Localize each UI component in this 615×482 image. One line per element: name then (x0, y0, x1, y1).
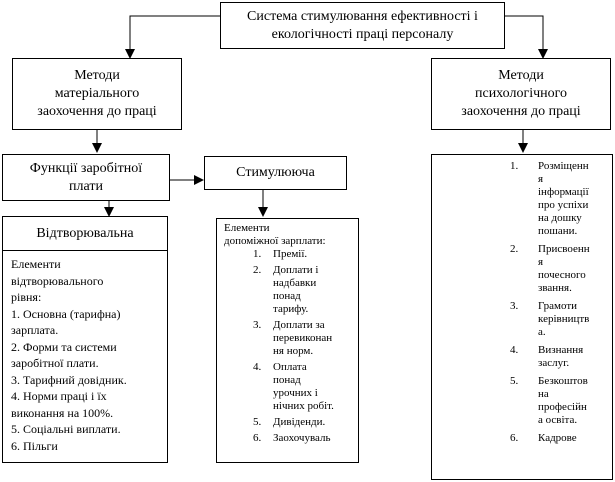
item-text: нічних робіт. (273, 400, 334, 412)
material-line2: матеріального (54, 86, 140, 101)
reproductive-box (2, 216, 168, 463)
reproductive-line: 6. Пільги (11, 438, 58, 453)
item-text: інформації (538, 186, 589, 198)
item-text: а. (538, 326, 546, 338)
item-text: урочних і (273, 387, 318, 399)
functions-line1: Функції заробітної (29, 160, 143, 176)
auxiliary-header-line1: Елементи (224, 222, 270, 234)
stimulating-label: Стимулююча (236, 165, 315, 180)
system-title-line1: Система стимулювання ефективності і (247, 8, 478, 24)
item-text: Доплати і (273, 264, 319, 276)
system-box (220, 2, 505, 49)
item-text: на (538, 388, 549, 400)
reproductive-line: зарплата. (11, 323, 59, 337)
item-text: професійн (538, 401, 587, 413)
material-line3: заохочення до праці (37, 104, 157, 119)
reproductive-line: 3. Тарифний довідник. (11, 372, 127, 387)
item-text: Грамоти (538, 300, 578, 312)
item-text: перевиконан (273, 332, 333, 344)
stimulating-box (204, 156, 347, 190)
item-text: звання. (538, 282, 572, 294)
item-text: почесного (538, 269, 586, 281)
item-number: 6. (510, 432, 519, 444)
item-text: на дошку (538, 212, 582, 224)
psych-item (510, 243, 612, 295)
auxiliary-list (217, 248, 358, 445)
psych-item (510, 375, 612, 427)
reproductive-line: 4. Норми праці і їх (11, 389, 107, 403)
auxiliary-item (253, 432, 358, 445)
auxiliary-header (217, 219, 358, 248)
item-text: Безкоштов (538, 375, 588, 387)
reproductive-elements (3, 251, 167, 454)
reproductive-line: 2. Форми та системи (11, 339, 117, 354)
material-methods-box (12, 58, 182, 130)
item-text: понад (273, 290, 301, 302)
reproductive-line: заробітної плати. (11, 356, 99, 370)
auxiliary-item (253, 361, 358, 413)
psych-line3: заохочення до праці (461, 104, 581, 119)
item-text: а освіта. (538, 414, 578, 426)
psych-item (510, 300, 612, 339)
item-text: Премії. (273, 248, 308, 260)
item-text: Розміщенн (538, 160, 589, 172)
item-text: я (538, 256, 544, 268)
item-number: 4. (510, 344, 519, 356)
item-text: понад (273, 374, 301, 386)
auxiliary-wage-box (216, 218, 359, 463)
reproductive-line: рівня: (11, 290, 42, 304)
psych-methods-box (431, 58, 611, 130)
item-number: 3. (510, 300, 519, 312)
item-number: 4. (253, 361, 262, 373)
reproductive-line: Елементи (11, 257, 61, 271)
item-number: 2. (253, 264, 262, 276)
item-number: 5. (253, 416, 262, 428)
reproductive-line: виконання на 100%. (11, 405, 114, 420)
psych-methods-list-box (431, 154, 613, 480)
item-text: Кадрове (538, 432, 577, 444)
auxiliary-item (253, 248, 358, 261)
item-number: 1. (253, 248, 262, 260)
item-number: 1. (510, 160, 519, 172)
psych-list (432, 155, 612, 445)
item-text: Присвоенн (538, 243, 590, 255)
system-title-line2: екологічності праці персоналу (271, 26, 454, 42)
auxiliary-item (253, 416, 358, 429)
reproductive-line: відтворювального (11, 273, 104, 288)
item-text: Визнання (538, 344, 584, 356)
item-text: ня норм. (273, 345, 314, 357)
psych-line1: Методи (498, 68, 544, 83)
wage-functions-box (2, 154, 170, 201)
psych-item (510, 344, 612, 370)
functions-line2: плати (69, 178, 103, 194)
psych-line2: психологічного (474, 86, 568, 101)
item-text: керівництв (538, 313, 590, 325)
reproductive-line: 1. Основна (тарифна) (11, 306, 121, 321)
item-text: Заохочуваль (273, 432, 331, 444)
connector-top-to-psych (505, 16, 543, 58)
material-line1: Методи (74, 68, 120, 83)
item-number: 6. (253, 432, 262, 444)
item-number: 2. (510, 243, 519, 255)
item-text: заслуг. (538, 357, 570, 369)
reproductive-title: Відтворювальна (3, 217, 167, 251)
item-number: 5. (510, 375, 519, 387)
item-text: я (538, 173, 544, 185)
reproductive-line: 5. Соціальні виплати. (11, 422, 121, 436)
item-number: 3. (253, 319, 262, 331)
item-text: Оплата (273, 361, 307, 373)
item-text: пошани. (538, 225, 578, 237)
auxiliary-item (253, 319, 358, 358)
item-text: надбавки (273, 277, 317, 289)
item-text: тарифу. (273, 303, 309, 315)
auxiliary-header-line2: допоміжної зарплати: (224, 235, 326, 247)
item-text: Дивіденди. (273, 416, 326, 428)
connector-top-to-material (130, 16, 220, 58)
auxiliary-item (253, 264, 358, 316)
item-text: Доплати за (273, 319, 325, 331)
psych-item (510, 160, 612, 238)
psych-item (510, 432, 612, 445)
item-text: про успіхи (538, 199, 589, 211)
